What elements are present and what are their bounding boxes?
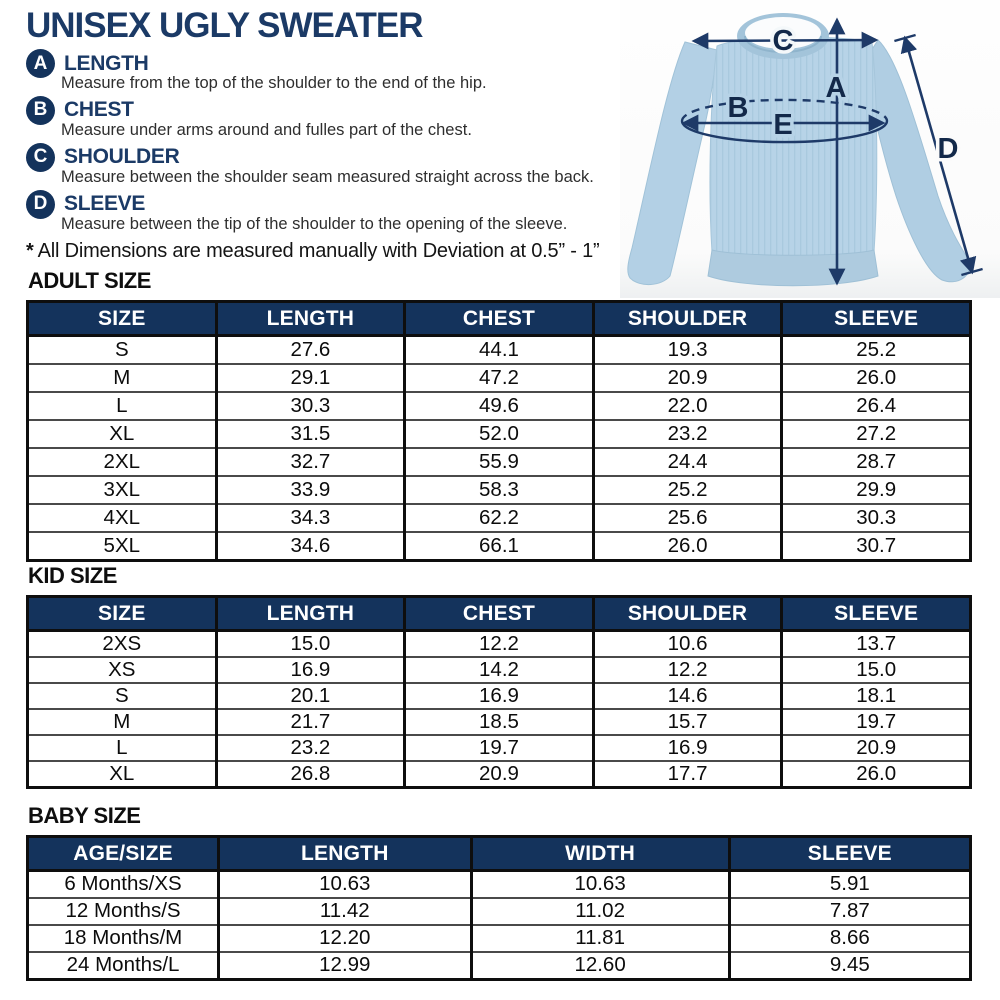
value-cell: 16.9 [405,683,594,709]
value-cell: 12.20 [219,925,472,952]
header-row [28,302,971,336]
measure-description: Measure under arms around and fulles part of the chest. [61,120,472,139]
value-cell: 44.1 [405,336,594,365]
measure-item-shoulder [26,143,636,187]
value-cell: 10.63 [471,871,729,899]
column-header: WIDTH [471,837,729,871]
value-cell: 9.45 [729,952,970,980]
page-title: UNISEX UGLY SWEATER [26,6,423,45]
size-cell: 2XS [102,631,142,655]
value-cell: 11.42 [219,898,472,925]
column-header: SHOULDER [593,597,782,631]
value-cell: 24.4 [593,448,782,476]
adult-size-section [26,268,972,562]
value-cell: 26.0 [782,761,971,788]
value-cell: 19.7 [405,735,594,761]
value-cell: 30.3 [782,504,971,532]
sweater-illustration [620,0,1000,298]
size-cell: 6 Months/XS [64,872,182,896]
value-cell: 18.5 [405,709,594,735]
header-row [28,597,971,631]
adult-size-heading: ADULT SIZE [28,268,151,293]
size-cell: 24 Months/L [28,952,219,980]
letter-badge-d: D [26,190,55,219]
size-cell: M [28,364,217,392]
baby-size-heading: BABY SIZE [28,803,141,828]
value-cell: 32.7 [216,448,405,476]
value-cell: 30.7 [782,532,971,561]
table-row [28,709,971,735]
column-header: SLEEVE [782,597,971,631]
value-cell: 20.9 [782,735,971,761]
value-cell: 20.1 [216,683,405,709]
deviation-note [26,240,636,263]
value-cell: 58.3 [405,476,594,504]
value-cell: 5.91 [729,871,970,899]
value-cell: 14.6 [593,683,782,709]
value-cell: 15.0 [782,657,971,683]
column-header: SIZE [28,302,217,336]
size-cell: 5XL [28,532,217,561]
value-cell: 49.6 [405,392,594,420]
value-cell: 55.9 [405,448,594,476]
column-header: AGE/SIZE [28,837,219,871]
value-cell: 25.2 [782,336,971,365]
measure-item-chest [26,96,636,140]
size-cell: M [28,709,217,735]
value-cell: 52.0 [405,420,594,448]
measure-label: LENGTH [64,51,149,75]
size-cell: XL [28,420,217,448]
value-cell: 12.99 [219,952,472,980]
measure-label: SHOULDER [64,145,180,169]
column-header: LENGTH [219,837,472,871]
letter-badge-b: B [26,96,55,125]
column-header: CHEST [405,597,594,631]
value-cell: 27.2 [782,420,971,448]
value-cell: 27.6 [216,336,405,365]
table-row [28,657,971,683]
diagram-label-c: C [772,25,794,57]
size-cell: 3XL [28,476,217,504]
table-row [28,871,971,899]
asterisk: * [26,239,34,262]
column-header: LENGTH [216,597,405,631]
column-header: LENGTH [216,302,405,336]
value-cell: 16.9 [216,657,405,683]
table-row [28,448,971,476]
value-cell: 23.2 [216,735,405,761]
diagram-label-d: D [937,133,959,165]
value-cell: 11.02 [471,898,729,925]
letter-badge-a: A [26,49,55,78]
value-cell: 29.1 [216,364,405,392]
size-cell: S [28,683,217,709]
size-cell: L [28,735,217,761]
value-cell: 26.0 [593,532,782,561]
kid-size-section [26,563,972,789]
table-row [28,735,971,761]
value-cell: 22.0 [593,392,782,420]
value-cell: 23.2 [593,420,782,448]
diagram-label-b: B [727,92,749,124]
value-cell: 19.7 [782,709,971,735]
value-cell: 62.2 [405,504,594,532]
value-cell: 19.3 [593,336,782,365]
table-row [28,761,971,788]
value-cell: 47.2 [405,364,594,392]
measure-item-length [26,49,636,93]
size-cell: 12 Months/S [28,898,219,925]
value-cell: 66.1 [405,532,594,561]
size-cell: 2XL [28,448,217,476]
measure-description: Measure from the top of the shoulder to the end of the hip. [61,74,487,92]
measure-label: SLEEVE [64,192,146,216]
size-cell: L [28,392,217,420]
measure-description: Measure between the shoulder seam measured straight across the back. [61,167,594,186]
size-cell: S [114,337,129,361]
table-row [28,532,971,561]
value-cell: 31.5 [216,420,405,448]
value-cell: 18.1 [782,683,971,709]
table-row [28,364,971,392]
table-row [28,420,971,448]
value-cell: 25.2 [593,476,782,504]
value-cell: 21.7 [216,709,405,735]
table-row [28,476,971,504]
size-cell: XL [28,761,217,788]
letter-badge-c: C [26,143,55,172]
value-cell: 34.6 [216,532,405,561]
sweater-body [710,37,877,260]
value-cell: 12.2 [593,657,782,683]
header-row [28,837,971,871]
value-cell: 34.3 [216,504,405,532]
column-header: SIZE [28,597,217,631]
size-cell: XS [28,657,217,683]
measure-label: CHEST [64,98,134,122]
value-cell: 10.6 [593,631,782,658]
baby-size-table [26,835,972,981]
adult-size-table [26,300,972,562]
sweater-diagram [620,0,1000,298]
value-cell: 26.4 [782,392,971,420]
value-cell: 15.7 [593,709,782,735]
table-row [28,683,971,709]
value-cell: 20.9 [593,364,782,392]
diagram-label-a: A [825,72,847,104]
value-cell: 20.9 [405,761,594,788]
value-cell: 12.60 [471,952,729,980]
baby-size-section [26,803,972,981]
value-cell: 8.66 [729,925,970,952]
value-cell: 13.7 [782,631,971,658]
value-cell: 15.0 [216,631,405,658]
column-header: CHEST [405,302,594,336]
table-row [28,631,971,658]
measure-item-sleeve [26,190,636,234]
value-cell: 30.3 [216,392,405,420]
table-row [28,336,971,365]
column-header: SLEEVE [729,837,970,871]
column-header: SLEEVE [782,302,971,336]
size-cell: 4XL [28,504,217,532]
value-cell: 16.9 [593,735,782,761]
table-row [28,392,971,420]
value-cell: 17.7 [593,761,782,788]
value-cell: 26.0 [782,364,971,392]
table-row [28,952,971,980]
deviation-note-text: All Dimensions are measured manually with Deviation at 0.5” - 1” [37,239,600,262]
value-cell: 33.9 [216,476,405,504]
value-cell: 25.6 [593,504,782,532]
kid-size-heading: KID SIZE [28,563,117,588]
kid-size-table [26,595,972,789]
value-cell: 14.2 [405,657,594,683]
value-cell: 28.7 [782,448,971,476]
size-cell: 18 Months/M [28,925,219,952]
table-row [28,504,971,532]
measure-description: Measure between the tip of the shoulder to the opening of the sleeve. [61,214,568,233]
value-cell: 12.2 [405,631,594,658]
value-cell: 7.87 [729,898,970,925]
table-row [28,925,971,952]
value-cell: 26.8 [216,761,405,788]
value-cell: 10.63 [219,871,472,899]
measurement-guide [26,49,636,263]
table-row [28,898,971,925]
diagram-label-e: E [773,109,793,141]
column-header: SHOULDER [593,302,782,336]
value-cell: 11.81 [471,925,729,952]
value-cell: 29.9 [782,476,971,504]
